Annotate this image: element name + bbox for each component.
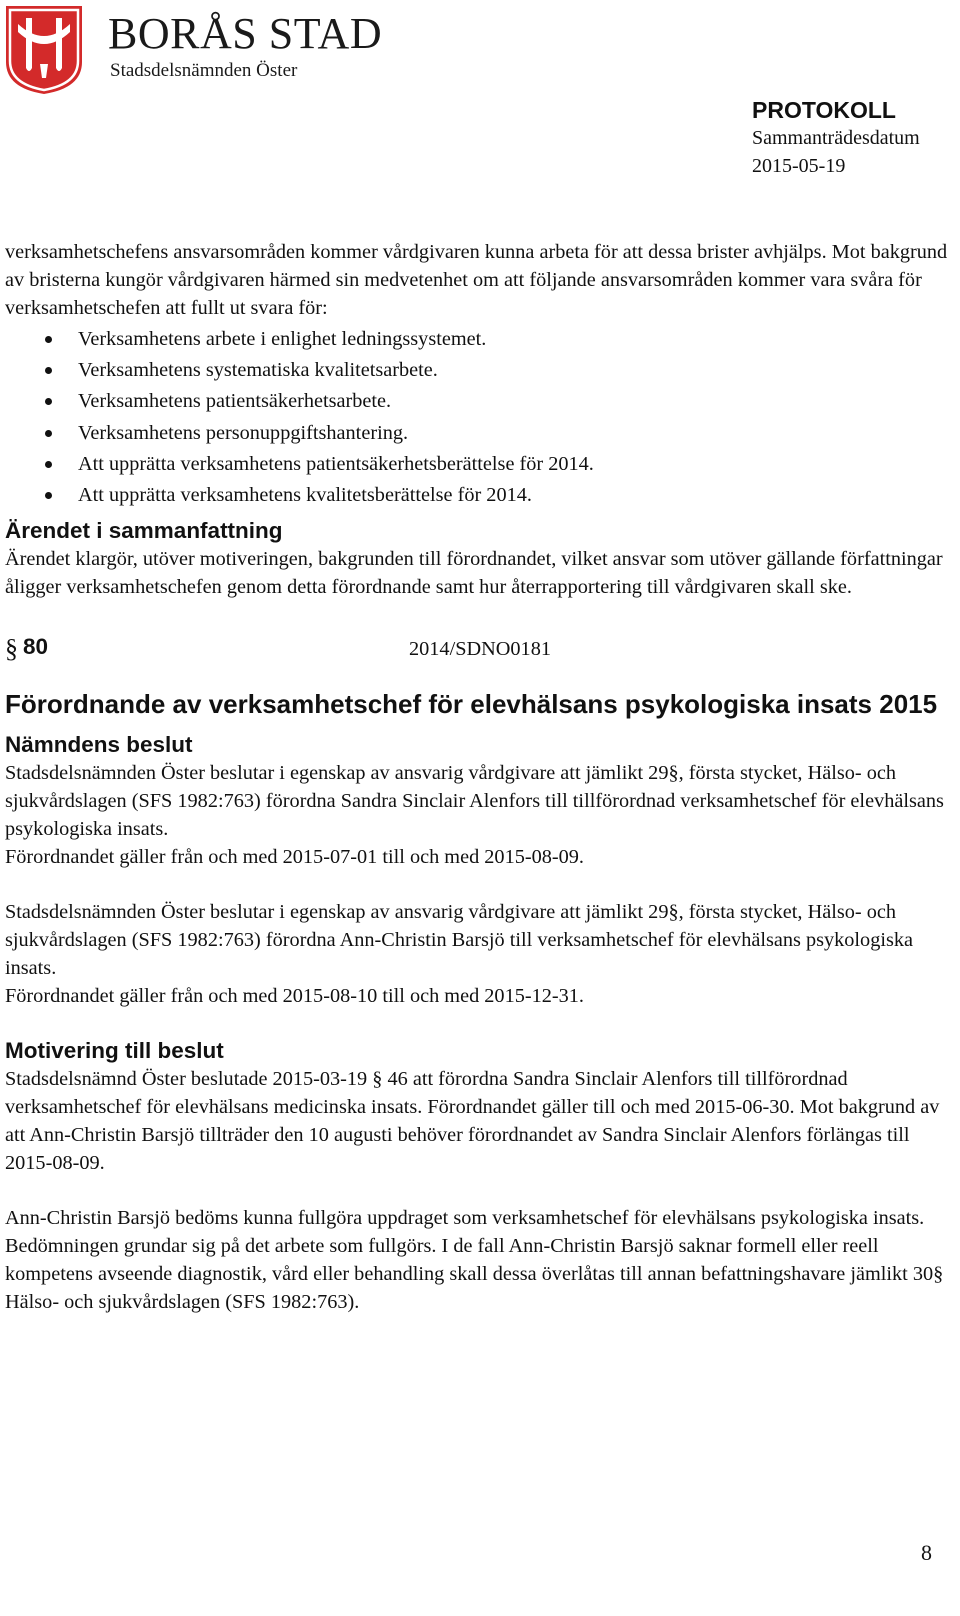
list-item: Att upprätta verksamhetens kvalitetsberättelse för 2014. [5,480,955,511]
section-symbol: § [5,634,18,664]
meeting-date: 2015-05-19 [752,155,846,177]
document-header [752,96,920,180]
list-item: Verksamhetens patientsäkerhetsarbete. [5,386,955,417]
decision-period-2: Förordnandet gäller från och med 2015-08-10 till och med 2015-12-31. [5,985,584,1008]
summary-heading: Ärendet i sammanfattning [5,518,283,544]
intro-paragraph: verksamhetschefens ansvarsområden kommer vårdgivaren kunna arbeta för att dessa brister avhjälps. Mot bakgrund av bristerna kungör vårdgivaren härmed sin medvetenhet om att följande ansvarsområden kommer vara svåra för verksamhetschefen att fullt ut svara för: [5,241,948,319]
page-number: 8 [921,1540,932,1565]
boras-crest-icon [4,4,84,96]
case-reference: 2014/SDNO0181 [409,638,551,661]
motivation-paragraph-1: Stadsdelsnämnd Öster beslutade 2015-03-19 § 46 att förordna Sandra Sinclair Alenfors till tillförordnad verksamhetschef för elevhälsans medicinska insats. Förordnandet gäller till och med 2015-06-30. Mot bakgrund av att Ann-Christin Barsjö tillträder den 10 augusti behöver förordnandet av Sandra Sinclair Alenfors förlängas till 2015-08-09. [5,1068,940,1175]
section-number: 80 [23,634,49,660]
responsibility-list [5,324,955,511]
logo [4,4,384,96]
brand-name: BORÅS STAD [108,9,383,58]
decision-paragraph-2: Stadsdelsnämnden Öster beslutar i egenskap av ansvarig vårdgivare att jämlikt 29§, första stycket, Hälso- och sjukvårdslagen (SFS 1982:763) förordna Ann-Christin Barsjö till verksamhetschef för elevhälsans psykologiska insats. [5,901,914,980]
decision-period-1: Förordnandet gäller från och med 2015-07-01 till och med 2015-08-09. [5,846,584,869]
date-label: Sammanträdesdatum [752,127,920,149]
list-item: Verksamhetens arbete i enlighet ledningssystemet. [5,324,955,355]
list-item: Att upprätta verksamhetens patientsäkerhetsberättelse för 2014. [5,449,955,480]
decision-heading: Nämndens beslut [5,732,193,758]
document-body [5,238,955,1316]
decision-paragraph-1: Stadsdelsnämnden Öster beslutar i egenskap av ansvarig vårdgivare att jämlikt 29§, första stycket, Hälso- och sjukvårdslagen (SFS 1982:763) förordna Sandra Sinclair Alenfors till tillförordnad verksamhetschef för elevhälsans psykologiska insats. [5,762,944,841]
summary-paragraph: Ärendet klargör, utöver motiveringen, bakgrunden till förordnandet, vilket ansvar som utöver gällande författningar åligger verksamhetschefen genom detta förordnande samt hur återrapportering till vårdgivaren skall ske. [5,548,943,599]
motivation-heading: Motivering till beslut [5,1038,224,1064]
list-item: Verksamhetens personuppgiftshantering. [5,418,955,449]
doc-type: PROTOKOLL [752,97,896,123]
brand-subtitle: Stadsdelsnämnden Öster [110,60,298,81]
section-header [5,631,955,671]
motivation-paragraph-2: Ann-Christin Barsjö bedöms kunna fullgöra uppdraget som verksamhetschef för elevhälsans psykologiska insats. Bedömningen grundar sig på det arbete som fullgörs. I de fall Ann-Christin Barsjö saknar formell eller reell kompetens avseende diagnostik, vård eller behandling skall dessa överlåtas till annan befattningshavare jämlikt 30§ Hälso- och sjukvårdslagen (SFS 1982:763). [5,1207,944,1314]
list-item: Verksamhetens systematiska kvalitetsarbete. [5,355,955,386]
section-title: Förordnande av verksamhetschef för elevhälsans psykologiska insats 2015 [5,689,938,720]
